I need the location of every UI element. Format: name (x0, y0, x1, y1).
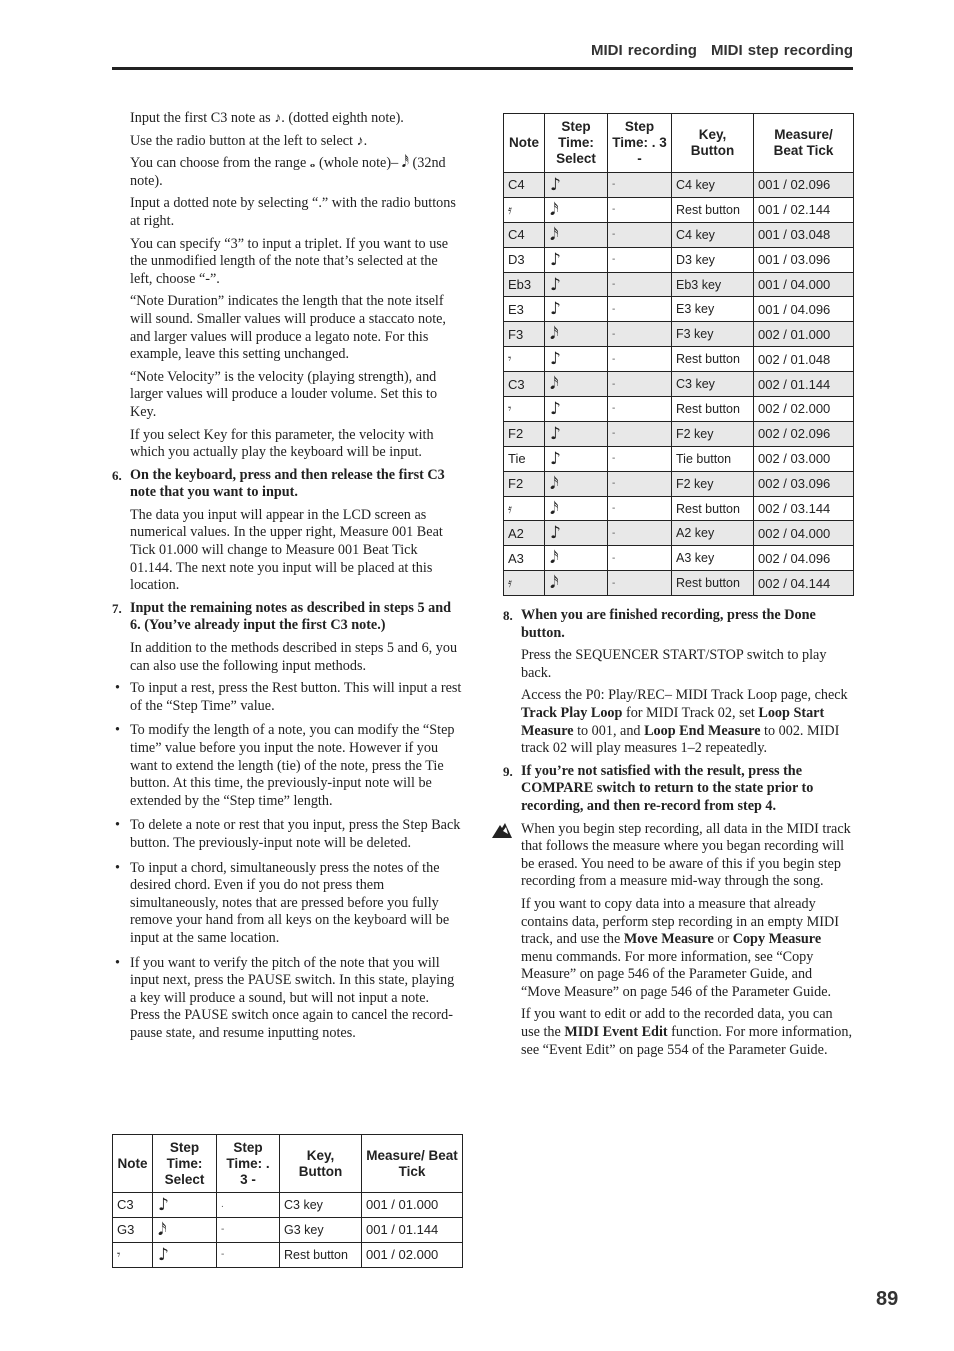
step-modifier-cell: - (608, 322, 672, 347)
step-modifier-cell: - (608, 496, 672, 521)
right-column (503, 607, 853, 1064)
bullet-item (112, 955, 462, 1043)
bullet-item (112, 680, 462, 715)
note-cell: A3 (504, 546, 545, 571)
step-6-paragraph: The data you input will appear in the LCD screen as numerical values. In the upper right, Measure 001 Beat Tick 01.000 will change to Measure 001 Beat Tick 01.144. The next note you input will be placed at this location. (130, 506, 443, 594)
warning-icon (491, 821, 513, 845)
table-row (504, 297, 854, 322)
bullet-list (112, 680, 462, 1042)
step-6-text: On the keyboard, press and then release the first C3 note that you want to input. (130, 466, 445, 501)
bullet-item (112, 860, 462, 948)
measure-beat-tick-cell: 001 / 04.000 (754, 272, 854, 297)
table-row (504, 421, 854, 446)
key-button-cell: C4 key (672, 173, 754, 198)
step-9-number: 9. (503, 763, 513, 779)
th-triplet: Step Time: . 3 - (217, 1135, 280, 1193)
table-row (504, 197, 854, 222)
th-triplet: Step Time: . 3 - (608, 114, 672, 173)
key-button-cell: Rest button (672, 397, 754, 422)
bullet-text: If you want to verify the pitch of the note that you will input next, press the PAUSE switch. In this state, playing a key will produce a sound, but will not input a note. Press the PAUSE switch once again to cancel the record-pause state, and resume inputting notes. (130, 954, 455, 1041)
step-select-cell: 𝅘𝅥𝅯 (545, 546, 608, 571)
step-select-cell: ♪ (545, 173, 608, 198)
step-select-cell: ♪ (545, 446, 608, 471)
step-modifier-cell: - (217, 1217, 280, 1242)
table-row (504, 471, 854, 496)
measure-beat-tick-cell: 001 / 02.096 (754, 173, 854, 198)
key-button-cell: F2 key (672, 421, 754, 446)
measure-beat-tick-cell: 001 / 03.096 (754, 247, 854, 272)
step-select-cell: ♪ (153, 1193, 217, 1218)
table-row (504, 347, 854, 372)
step-select-cell: 𝅘𝅥𝅯 (545, 496, 608, 521)
step-select-cell: 𝅘𝅥𝅯 (545, 322, 608, 347)
table-row (504, 322, 854, 347)
step-select-cell: ♪ (153, 1242, 217, 1267)
table-row (113, 1217, 463, 1242)
note-cell: Eb3 (504, 272, 545, 297)
step-modifier-cell: - (608, 421, 672, 446)
key-button-cell: Tie button (672, 446, 754, 471)
step-select-cell: 𝅘𝅥𝅯 (545, 471, 608, 496)
step-select-cell: 𝅘𝅥𝅯 (545, 571, 608, 596)
step-select-cell: 𝅘𝅥𝅯 (545, 372, 608, 397)
note-cell: C4 (504, 222, 545, 247)
bullet-marker: • (115, 817, 120, 834)
table-row (504, 222, 854, 247)
bullet-item (112, 817, 462, 852)
text-run: menu commands. For more information, see “Copy Measure” on page 546 of the Parameter Guide, and “Move Measure” on page 546 of the Parameter Guide. (521, 948, 832, 1000)
step-select-cell: ♪ (545, 347, 608, 372)
step-select-cell: ♪ (545, 247, 608, 272)
note-cell: E3 (504, 297, 545, 322)
step-modifier-cell: - (608, 173, 672, 198)
step-6 (112, 467, 462, 502)
measure-beat-tick-cell: 002 / 01.000 (754, 322, 854, 347)
th-note: Note (504, 114, 545, 173)
intro-paragraphs (112, 110, 462, 462)
bullet-marker: • (115, 722, 120, 739)
term-move-measure: Move Measure (623, 931, 714, 948)
key-button-cell: A3 key (672, 546, 754, 571)
intro-paragraph: You can choose from the range 𝅝 (whole note)– 𝅘𝅥𝅰 (32nd note). (130, 155, 446, 189)
bullet-text: To input a rest, press the Rest button. This will input a rest of the “Step Time” value. (130, 680, 462, 714)
note-cell: F3 (504, 322, 545, 347)
intro-paragraph: “Note Duration” indicates the length that the note itself will sound. Smaller values will produce a staccato note, and larger values will produce a legato note. For this example, leave this setting unchanged. (130, 293, 446, 363)
term-copy-measure: Copy Measure (732, 931, 822, 948)
note-cell: 𝄾 (504, 347, 545, 372)
th-select: Step Time: Select (153, 1135, 217, 1193)
th-measure: Measure/ Beat Tick (754, 114, 854, 173)
note-cell: Tie (504, 446, 545, 471)
table-row (504, 496, 854, 521)
page-header (577, 42, 853, 59)
note-cell: F2 (504, 471, 545, 496)
text-run: Access the P0: Play/REC– MIDI Track Loop page, check (521, 687, 848, 704)
step-modifier-cell: - (608, 222, 672, 247)
table-row (504, 546, 854, 571)
step-modifier-cell: . (217, 1193, 280, 1218)
step-select-cell: ♪ (545, 297, 608, 322)
key-button-cell: F3 key (672, 322, 754, 347)
key-button-cell: A2 key (672, 521, 754, 546)
note-cell: 𝄿 (504, 197, 545, 222)
step-modifier-cell: - (608, 446, 672, 471)
step-8-number: 8. (503, 608, 513, 623)
step-7 (112, 600, 462, 635)
bullet-text: To modify the length of a note, you can modify the “Step time” value before you input the note. However if you want to extend the length (tie) of the note, press the Tie button. At this time, the previously-input note will be extended by the “Step time” length. (130, 722, 455, 809)
step-table-2 (503, 113, 854, 596)
left-column (112, 110, 462, 1050)
step-modifier-cell: - (608, 372, 672, 397)
step-select-cell: 𝅘𝅥𝅯 (545, 197, 608, 222)
step-modifier-cell: - (217, 1242, 280, 1267)
th-note: Note (113, 1135, 153, 1193)
header-rule (112, 67, 853, 70)
table-row (504, 173, 854, 198)
term-midi-event-edit: MIDI Event Edit (564, 1024, 668, 1041)
measure-beat-tick-cell: 002 / 03.000 (754, 446, 854, 471)
bullet-marker: • (115, 680, 120, 697)
note-cell: F2 (504, 421, 545, 446)
intro-paragraph: You can specify “3” to input a triplet. If you want to use the unmodified length of the note that’s selected at the left, choose “-”. (130, 235, 449, 287)
note-cell: C3 (113, 1193, 153, 1218)
measure-beat-tick-cell: 001 / 02.144 (754, 197, 854, 222)
key-button-cell: E3 key (672, 297, 754, 322)
step-select-cell: ♪ (545, 421, 608, 446)
key-button-cell: D3 key (672, 247, 754, 272)
text-run: If you want to edit or add to the recorded data, you can use the (521, 1006, 833, 1041)
note-cell: 𝄿 (504, 496, 545, 521)
step-7-number: 7. (112, 600, 122, 616)
step-select-cell: 𝅘𝅥𝅯 (545, 222, 608, 247)
text-run: or (713, 931, 733, 948)
bullet-item (112, 722, 462, 810)
step-modifier-cell: - (608, 297, 672, 322)
th-select: Step Time: Select (545, 114, 608, 173)
measure-beat-tick-cell: 002 / 02.000 (754, 397, 854, 422)
step-modifier-cell: - (608, 197, 672, 222)
measure-beat-tick-cell: 002 / 03.096 (754, 471, 854, 496)
measure-beat-tick-cell: 002 / 03.144 (754, 496, 854, 521)
step-select-cell: ♪ (545, 397, 608, 422)
note-cell: D3 (504, 247, 545, 272)
th-key: Key, Button (280, 1135, 362, 1193)
step-select-cell: ♪ (545, 521, 608, 546)
table-row (504, 372, 854, 397)
intro-paragraph: Input a dotted note by selecting “.” with the radio buttons at right. (130, 195, 456, 229)
note-cell: 𝄾 (504, 397, 545, 422)
step-7-paragraph: In addition to the methods described in steps 5 and 6, you can also use the following input methods. (130, 640, 458, 674)
measure-beat-tick-cell: 002 / 02.096 (754, 421, 854, 446)
measure-beat-tick-cell: 001 / 02.000 (362, 1242, 463, 1267)
measure-beat-tick-cell: 002 / 04.000 (754, 521, 854, 546)
intro-paragraph: If you select Key for this parameter, the velocity with which you actually play the keyboard will be input. (130, 426, 434, 461)
step-modifier-cell: - (608, 571, 672, 596)
table-row (504, 571, 854, 596)
copy-measure-paragraph (503, 896, 853, 1002)
step-table-1 (112, 1134, 463, 1268)
key-button-cell: Eb3 key (672, 272, 754, 297)
step-modifier-cell: - (608, 471, 672, 496)
key-button-cell: Rest button (672, 347, 754, 372)
step-9-text: If you’re not satisfied with the result, press the COMPARE switch to return to the state prior to recording, and then re-record from step 4. (521, 762, 814, 814)
step-select-cell: ♪ (545, 272, 608, 297)
step-modifier-cell: - (608, 521, 672, 546)
text-run: for MIDI Track 02, set (622, 704, 759, 721)
step-6-number: 6. (112, 467, 122, 483)
term-track-play-loop: Track Play Loop (521, 704, 623, 721)
step-9 (503, 763, 853, 816)
key-button-cell: F2 key (672, 471, 754, 496)
key-button-cell: G3 key (280, 1217, 362, 1242)
note-cell: A2 (504, 521, 545, 546)
table-row (504, 397, 854, 422)
table-row (504, 247, 854, 272)
text-run: to 002. MIDI track 02 will play measures 1–2 repeatedly. (521, 722, 840, 757)
warning-note (503, 821, 853, 891)
step-modifier-cell: - (608, 546, 672, 571)
term-loop-start-measure: Loop Start Measure (521, 704, 825, 739)
intro-paragraph: “Note Velocity” is the velocity (playing strength), and larger values will produce a louder volume. Set this to Key. (130, 368, 438, 420)
th-key: Key, Button (672, 114, 754, 173)
table-row (504, 521, 854, 546)
measure-beat-tick-cell: 002 / 04.144 (754, 571, 854, 596)
table-row (113, 1193, 463, 1218)
header-subsection: MIDI step recording (710, 42, 853, 59)
bullet-marker: • (115, 954, 120, 971)
step-8-paragraph-1: Press the SEQUENCER START/STOP switch to play back. (521, 647, 827, 681)
header-section: MIDI recording (590, 42, 697, 59)
measure-beat-tick-cell: 001 / 03.048 (754, 222, 854, 247)
step-7-text: Input the remaining notes as described in steps 5 and 6. (You’ve already input the first C3 note.) (130, 599, 451, 634)
table-row (113, 1242, 463, 1267)
text-run: to 001, and (573, 722, 645, 739)
step-modifier-cell: - (608, 272, 672, 297)
key-button-cell: C3 key (672, 372, 754, 397)
key-button-cell: Rest button (672, 197, 754, 222)
step-modifier-cell: - (608, 247, 672, 272)
bullet-text: To delete a note or rest that you input, press the Step Back button. The previously-input note will be deleted. (130, 817, 461, 851)
note-cell: C3 (504, 372, 545, 397)
step-modifier-cell: - (608, 347, 672, 372)
step-modifier-cell: - (608, 397, 672, 422)
text-run: If you want to copy data into a measure that already contains data, perform step recording in an empty MIDI track, and use the (521, 895, 839, 948)
warning-text: When you begin step recording, all data in the MIDI track that follows the measure where you began recording will be erased. You need to be aware of this if you begin step recording from a measure mid-way through the song. (521, 820, 851, 890)
measure-beat-tick-cell: 001 / 01.144 (362, 1217, 463, 1242)
measure-beat-tick-cell: 002 / 01.144 (754, 372, 854, 397)
term-loop-end-measure: Loop End Measure (644, 722, 761, 739)
text-run: function. For more information, see “Event Edit” on page 554 of the Parameter Guide. (521, 1024, 853, 1058)
key-button-cell: C3 key (280, 1193, 362, 1218)
bullet-text: To input a chord, simultaneously press the notes of the desired chord. Even if you do not press them simultaneously, notes that are pressed before you fully remove your hand from all keys on the keyboard will be input at the same location. (130, 859, 450, 946)
key-button-cell: Rest button (672, 496, 754, 521)
step-select-cell: 𝅘𝅥𝅯 (153, 1217, 217, 1242)
note-cell: 𝄾 (113, 1242, 153, 1267)
step-8 (503, 607, 853, 642)
key-button-cell: Rest button (672, 571, 754, 596)
measure-beat-tick-cell: 001 / 04.096 (754, 297, 854, 322)
key-button-cell: C4 key (672, 222, 754, 247)
key-button-cell: Rest button (280, 1242, 362, 1267)
table-row (504, 272, 854, 297)
measure-beat-tick-cell: 001 / 01.000 (362, 1193, 463, 1218)
measure-beat-tick-cell: 002 / 04.096 (754, 546, 854, 571)
th-measure: Measure/ Beat Tick (362, 1135, 463, 1193)
bullet-marker: • (115, 859, 120, 876)
measure-beat-tick-cell: 002 / 01.048 (754, 347, 854, 372)
intro-paragraph: Input the first C3 note as ♪. (dotted eighth note). (130, 110, 404, 126)
intro-paragraph: Use the radio button at the left to select ♪. (130, 132, 368, 149)
table-row (504, 446, 854, 471)
note-cell: 𝄿 (504, 571, 545, 596)
note-cell: C4 (504, 173, 545, 198)
step-8-paragraph-2 (503, 687, 853, 757)
page-number: 89 (876, 1288, 899, 1310)
note-cell: G3 (113, 1217, 153, 1242)
event-edit-paragraph (503, 1006, 853, 1059)
step-8-text: When you are finished recording, press the Done button. (521, 607, 816, 641)
